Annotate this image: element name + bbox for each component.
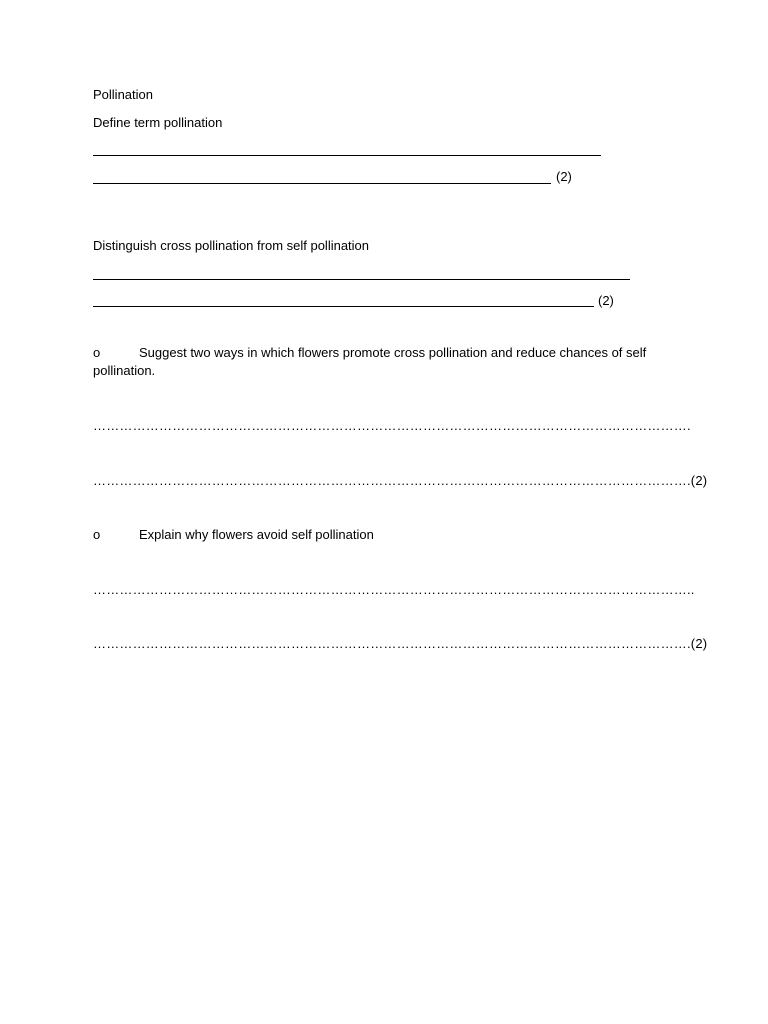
question-3-answer-line-2: ……………………………………………………………………………………………………………………….(2) [93, 473, 708, 488]
question-4-answer-line-1: ……………………………………………………………………………………………………………………….. [93, 582, 695, 597]
question-3-answer-line-1: ………………………………………………………………………………………………………………………. [93, 418, 691, 433]
document-title: Pollination [93, 87, 153, 102]
question-4-bullet: o [93, 527, 101, 542]
question-1-answer-line-1 [93, 155, 601, 156]
question-2-marks: (2) [598, 293, 614, 308]
question-1-marks: (2) [556, 169, 572, 184]
question-4-prompt [93, 526, 374, 544]
question-3-text: Suggest two ways in which flowers promote cross pollination and reduce chances of self pollination. [93, 345, 647, 378]
question-2-answer-line-1 [93, 279, 630, 280]
question-4-answer-line-2: ……………………………………………………………………………………………………………………….(2) [93, 636, 708, 651]
question-2-answer-line-2 [93, 306, 594, 307]
question-2-prompt: Distinguish cross pollination from self pollination [93, 238, 370, 253]
question-3-bullet: o [93, 345, 101, 360]
question-4-text: Explain why flowers avoid self pollination [139, 527, 374, 542]
question-1-answer-line-2 [93, 183, 551, 184]
question-1-prompt: Define term pollination [93, 115, 223, 130]
question-3-prompt [93, 344, 653, 380]
